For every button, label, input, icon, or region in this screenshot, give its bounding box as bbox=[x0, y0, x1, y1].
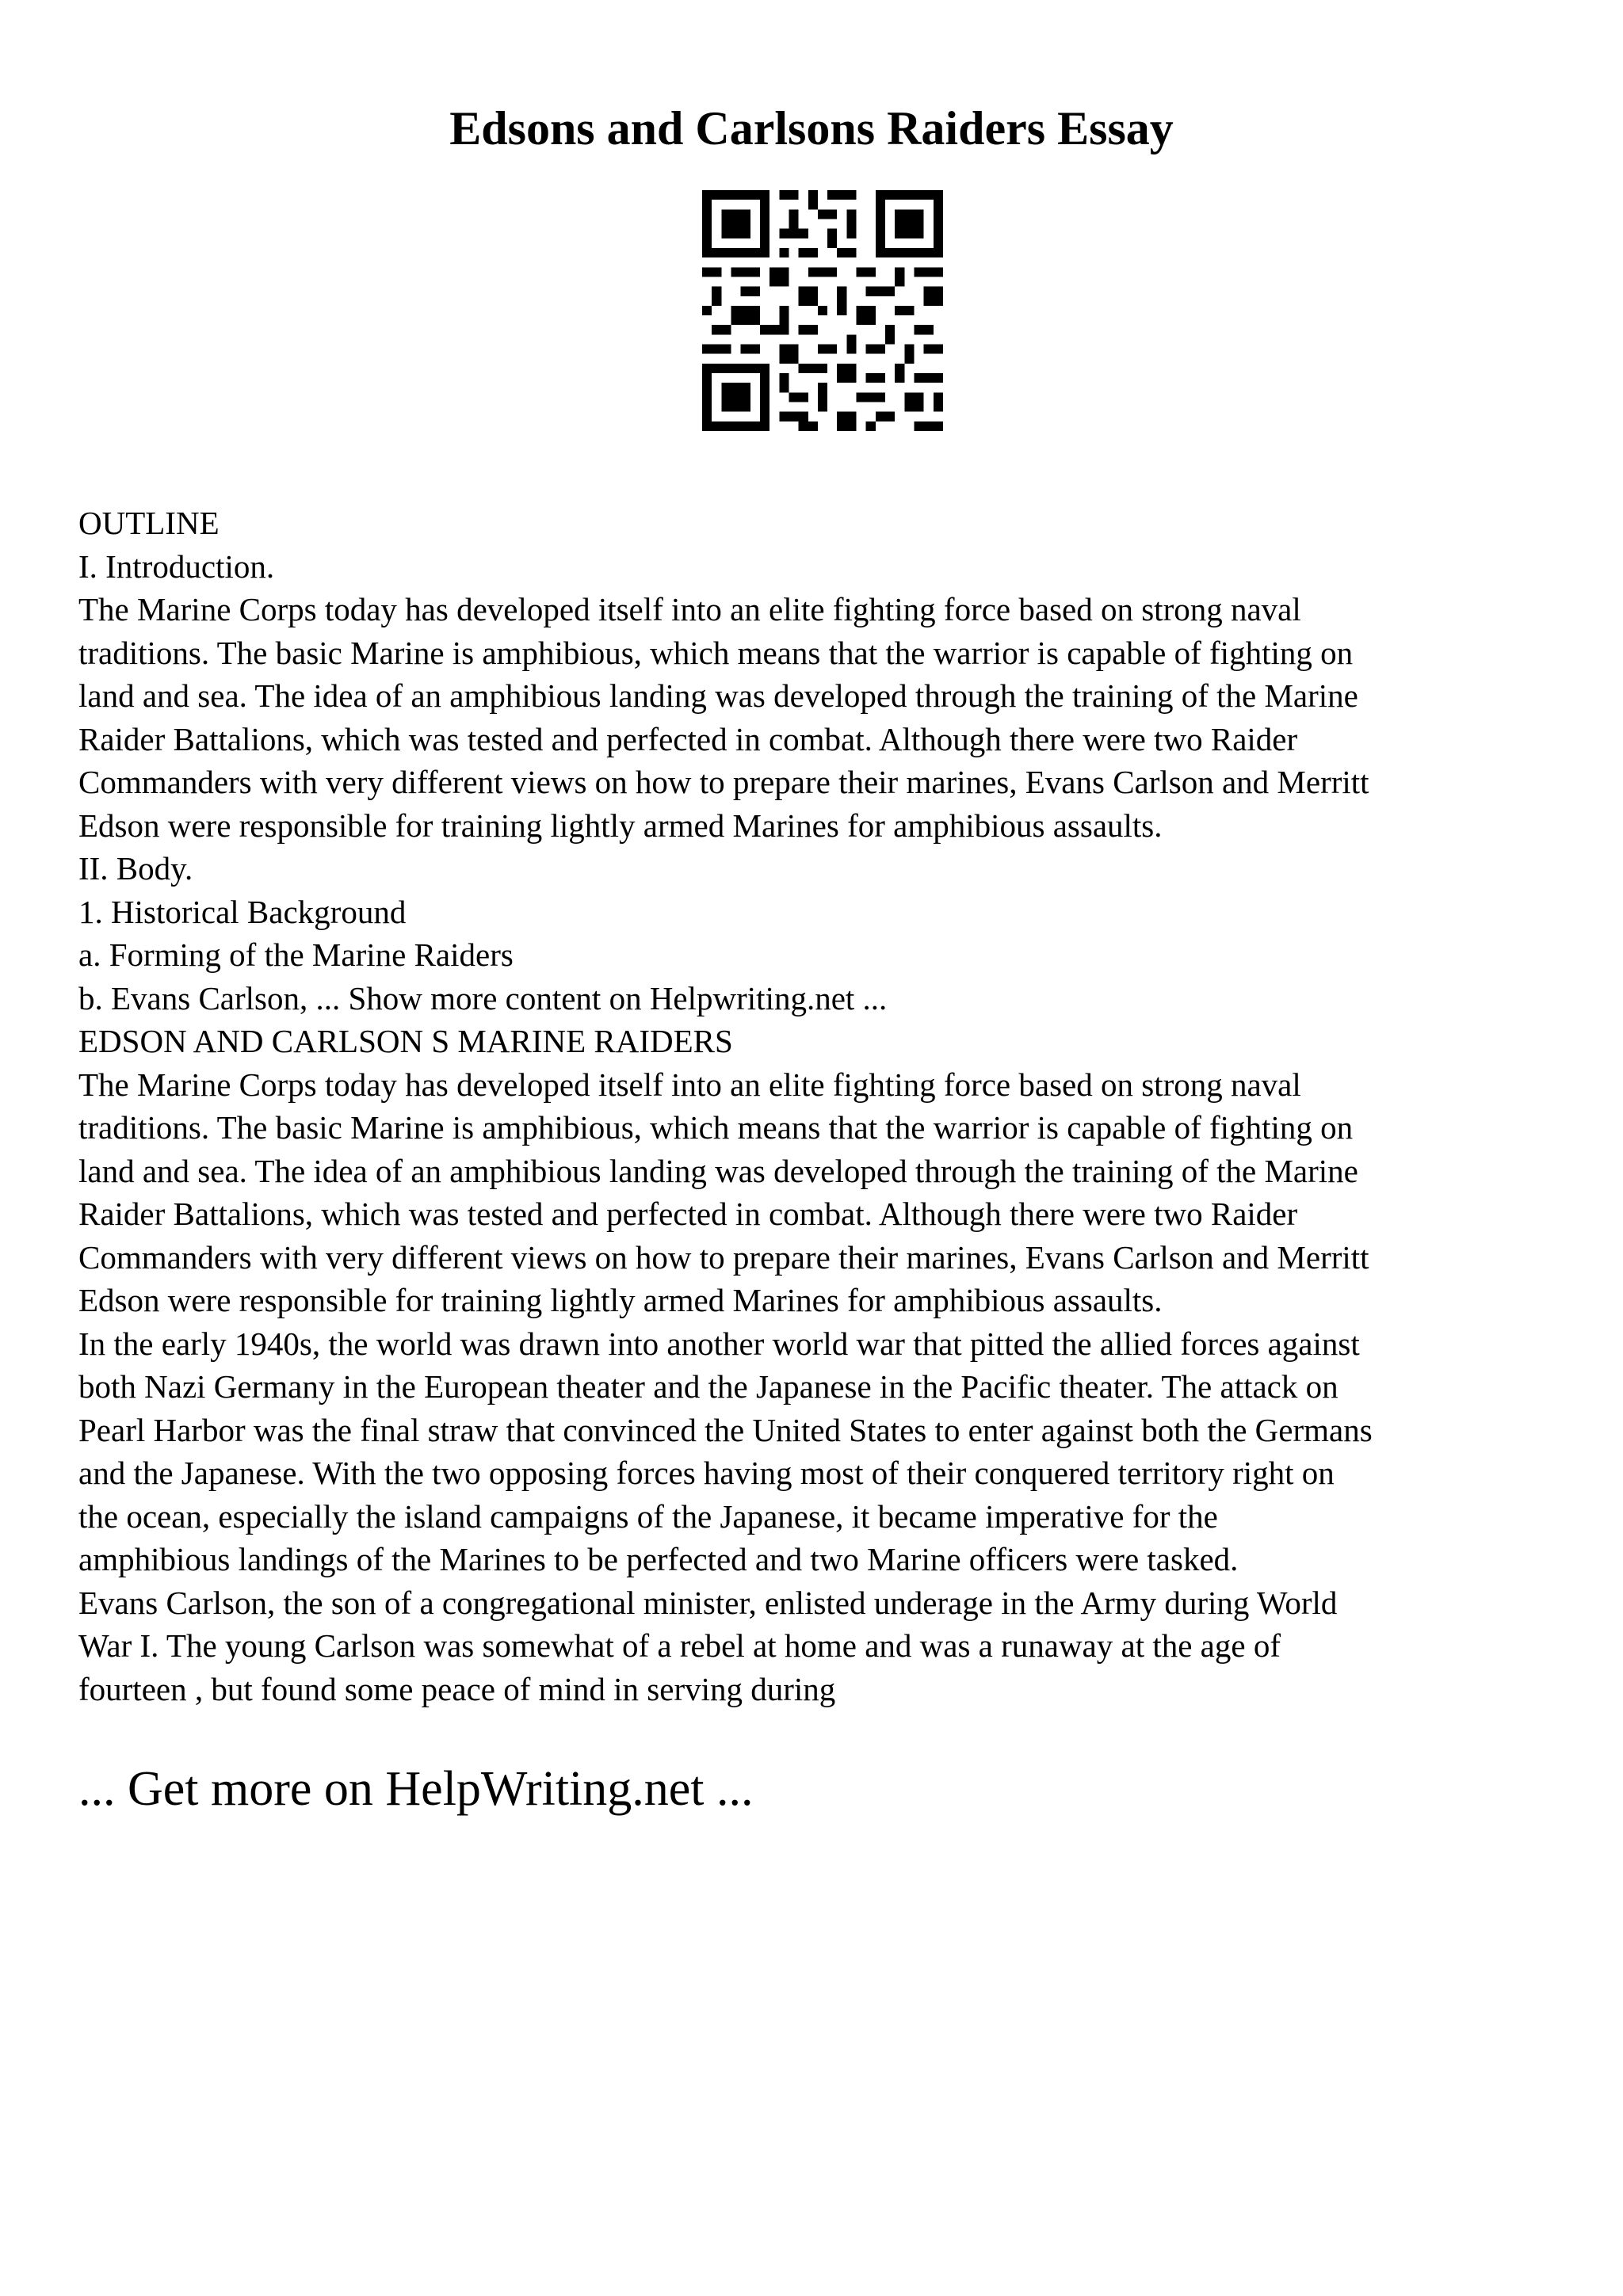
text-line: traditions. The basic Marine is amphibious, which means that the warrior is capable of fighting on bbox=[78, 1109, 1354, 1146]
heading-outline: OUTLINE bbox=[78, 505, 220, 541]
section-heading: EDSON AND CARLSON S MARINE RAIDERS bbox=[78, 1023, 733, 1059]
text-line: traditions. The basic Marine is amphibious, which means that the warrior is capable of fighting on bbox=[78, 634, 1354, 671]
outline-item: a. Forming of the Marine Raiders bbox=[78, 936, 514, 973]
text-line: Edson were responsible for training lightly armed Marines for amphibious assaults. bbox=[78, 807, 1163, 844]
text-line: Commanders with very different views on how to prepare their marines, Evans Carlson and Merritt bbox=[78, 1238, 1369, 1276]
text-line: Edson were responsible for training lightly armed Marines for amphibious assaults. bbox=[78, 1282, 1163, 1318]
text-line: Raider Battalions, which was tested and perfected in combat. Although there were two Raider bbox=[78, 1196, 1298, 1232]
text-line: War I. The young Carlson was somewhat of a rebel at home and was a runaway at the age of bbox=[78, 1627, 1281, 1664]
text-line: fourteen , but found some peace of mind in serving during bbox=[78, 1670, 836, 1707]
qr-code-icon bbox=[702, 190, 943, 431]
text-line: and the Japanese. With the two opposing forces having most of their conquered territory right on bbox=[78, 1455, 1335, 1491]
text-line: the ocean, especially the island campaigns of the Japanese, it became imperative for the bbox=[78, 1497, 1218, 1535]
outline-item: II. Body. bbox=[78, 850, 193, 887]
essay-body bbox=[78, 502, 1568, 1711]
outline-item: 1. Historical Background bbox=[78, 893, 407, 930]
text-line: Commanders with very different views on how to prepare their marines, Evans Carlson and Merritt bbox=[78, 764, 1369, 800]
text-line: land and sea. The idea of an amphibious landing was developed through the training of the Marine bbox=[78, 1152, 1358, 1189]
get-more-link[interactable]: ... Get more on HelpWriting.net ... bbox=[78, 1762, 754, 1816]
text-line: The Marine Corps today has developed itself into an elite fighting force based on strong naval bbox=[78, 591, 1301, 627]
outline-item: I. Introduction. bbox=[78, 547, 275, 585]
document-title: Edsons and Carlsons Raiders Essay bbox=[449, 102, 1174, 154]
text-line: both Nazi Germany in the European theater and the Japanese in the Pacific theater. The attack on bbox=[78, 1368, 1338, 1405]
show-more-line: b. Evans Carlson, ... Show more content on Helpwriting.net ... bbox=[78, 979, 888, 1016]
text-line: Evans Carlson, the son of a congregational minister, enlisted underage in the Army during World bbox=[78, 1584, 1338, 1621]
text-line: land and sea. The idea of an amphibious landing was developed through the training of the Marine bbox=[78, 677, 1358, 714]
text-line: The Marine Corps today has developed itself into an elite fighting force based on strong naval bbox=[78, 1066, 1301, 1103]
text-line: amphibious landings of the Marines to be perfected and two Marine officers were tasked. bbox=[78, 1541, 1239, 1577]
text-line: Raider Battalions, which was tested and perfected in combat. Although there were two Raider bbox=[78, 720, 1298, 757]
text-line: Pearl Harbor was the final straw that convinced the United States to enter against both the Germans bbox=[78, 1411, 1373, 1448]
text-line: In the early 1940s, the world was drawn into another world war that pitted the allied forces against bbox=[78, 1325, 1360, 1362]
